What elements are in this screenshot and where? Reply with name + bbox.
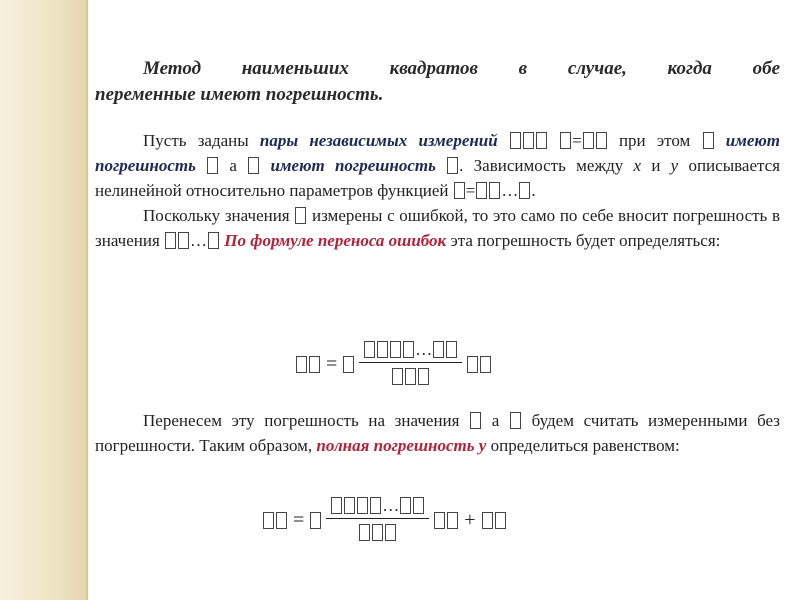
plus-sign: + — [464, 508, 476, 531]
paragraph-2 — [95, 203, 780, 253]
formula-placeholder — [433, 341, 444, 358]
formula-placeholder — [476, 182, 487, 199]
para1-text-2: при этом — [607, 131, 702, 150]
fraction — [326, 496, 429, 544]
formula-placeholder — [447, 157, 458, 174]
formula-placeholder — [434, 512, 445, 529]
formula-placeholder — [418, 368, 429, 385]
paragraph-1: Пусть заданы пары независимых измерений = при этом имеют погрешность а имеют погрешность . Зависимость между x и y описывается нелинейной относительно параметров функцией = … . — [95, 131, 781, 200]
para1-text-4: . Зависимость между — [459, 156, 634, 175]
fraction — [359, 340, 462, 388]
formula-placeholder — [372, 524, 383, 541]
formula-placeholder — [523, 132, 534, 149]
formula-placeholder — [403, 341, 414, 358]
formula-placeholder — [536, 132, 547, 149]
para1-highlight-pairs: пары независимых измерений — [259, 131, 498, 150]
formula-placeholder — [703, 132, 714, 149]
stripe-border — [86, 0, 88, 600]
decorative-side-stripe — [0, 0, 86, 600]
formula-placeholder — [370, 497, 381, 514]
formula-placeholder — [296, 356, 307, 373]
formula-placeholder — [357, 497, 368, 514]
formula-placeholder — [392, 368, 403, 385]
formula-placeholder — [560, 132, 571, 149]
equals-sign: = — [572, 131, 582, 150]
para3-text-4: определиться равенством: — [486, 436, 680, 455]
formula-placeholder — [482, 512, 493, 529]
fraction-numerator — [359, 340, 462, 363]
slide-content — [95, 56, 780, 253]
formula-placeholder — [519, 182, 530, 199]
ellipsis: … — [415, 340, 433, 359]
para3-text-3: будем считать измеренными без погрешности. Таким образом, — [95, 411, 780, 455]
para2-highlight-error-transfer: По формуле переноса ошибок — [224, 231, 447, 250]
para1-highlight-error-2: имеют погрешность — [270, 156, 436, 175]
heading-line-1: Метод наименьших квадратов в случае, когда обе — [143, 58, 780, 79]
formula-placeholder — [377, 341, 388, 358]
equals-sign: = — [293, 508, 305, 531]
paragraph-3 — [95, 408, 780, 458]
fraction-numerator — [326, 496, 429, 519]
formula-placeholder — [248, 157, 259, 174]
para1-highlight-error-1: имеют погрешность — [95, 131, 781, 175]
formula-placeholder — [390, 341, 401, 358]
formula-placeholder — [331, 497, 342, 514]
formula-placeholder — [480, 356, 491, 373]
equals-sign: = — [465, 181, 476, 200]
formula-placeholder — [310, 512, 321, 529]
formula-placeholder — [344, 497, 355, 514]
para2-text-1: Поскольку значения — [143, 206, 295, 225]
formula-placeholder — [470, 412, 481, 429]
formula-placeholder — [596, 132, 607, 149]
formula-placeholder — [178, 232, 189, 249]
para3-text-1: Перенесем эту погрешность на значения — [143, 411, 470, 430]
formula-placeholder — [413, 497, 424, 514]
slide-content-lower — [95, 408, 780, 458]
para2-text-3: эта погрешность будет определяться: — [446, 231, 721, 250]
formula-placeholder — [276, 512, 287, 529]
formula-placeholder — [385, 524, 396, 541]
ellipsis: … — [501, 181, 519, 200]
fraction-denominator — [391, 363, 430, 388]
para2-text-2: измерены с ошибкой, то это само по себе вносит погрешность в значения — [95, 206, 780, 250]
para1-text-3: а — [219, 156, 248, 175]
fraction-denominator — [358, 519, 397, 544]
formula-placeholder — [447, 512, 458, 529]
para1-text-1: Пусть заданы — [143, 131, 260, 150]
formula-placeholder — [510, 132, 521, 149]
para1-text-6: описывается нелинейной относительно параметров функцией — [95, 156, 781, 200]
variable-x: x — [633, 156, 642, 175]
heading-line-2: переменные имеют погрешность. — [95, 84, 384, 105]
formula-placeholder — [309, 356, 320, 373]
formula-placeholder — [405, 368, 416, 385]
equation-1 — [295, 340, 492, 388]
formula-placeholder — [359, 524, 370, 541]
formula-placeholder — [583, 132, 594, 149]
formula-placeholder — [207, 157, 218, 174]
formula-placeholder — [467, 356, 478, 373]
para1-text-5: и — [641, 156, 671, 175]
formula-placeholder — [454, 182, 465, 199]
formula-placeholder — [165, 232, 176, 249]
formula-placeholder — [446, 341, 457, 358]
formula-placeholder — [489, 182, 500, 199]
formula-placeholder — [364, 341, 375, 358]
slide-heading — [95, 56, 780, 108]
formula-placeholder — [295, 207, 306, 224]
ellipsis: … — [190, 231, 208, 250]
equals-sign: = — [326, 352, 338, 375]
para3-highlight-total-error: полная погрешность y — [316, 436, 487, 455]
formula-placeholder — [510, 412, 521, 429]
formula-placeholder — [343, 356, 354, 373]
variable-y: y — [670, 156, 679, 175]
ellipsis: … — [382, 496, 400, 515]
formula-placeholder — [208, 232, 219, 249]
para3-text-2: а — [482, 411, 509, 430]
equation-2 — [262, 496, 507, 544]
formula-placeholder — [400, 497, 411, 514]
formula-placeholder — [495, 512, 506, 529]
formula-placeholder — [263, 512, 274, 529]
